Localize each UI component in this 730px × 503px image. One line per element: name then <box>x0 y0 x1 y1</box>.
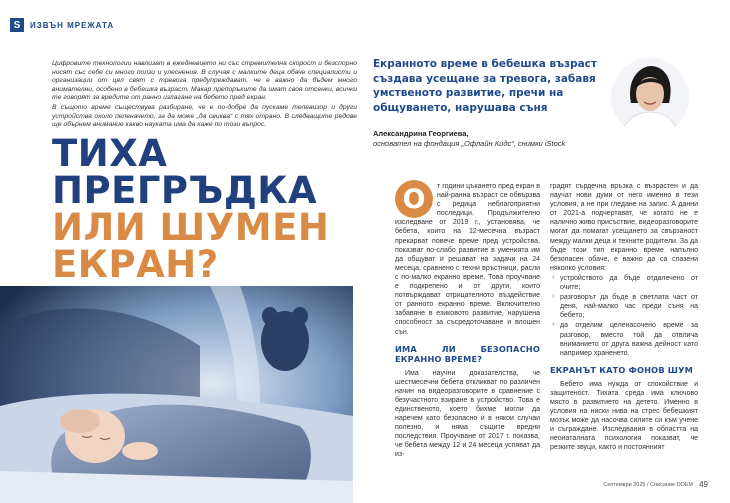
article-paragraph: Има научни доказателства, че шестмесечни бебета откликват по различен начин на видеоразговорите в сравнение с безучастното взиране в устройство. Това е единственото, което бихме могли да наречем като безопасно и в някои случаи полезно, и няма същите вредни последствия. Проучване от 2017 г. показва, че бебета между 12 и 24 месеца успяват да из- <box>395 369 540 459</box>
list-item: › устройството да бъде отдалечено от очите; <box>550 274 698 292</box>
list-item: › разговорът да бъде в светлата част от деня, най-малко час преди съня на бебето; <box>550 293 698 320</box>
article-paragraph: Бебето има нужда от спокойствие и защитеност. Тихата среда има ключово място в развитието на детето. Именно в условия на ниски нива на стрес бебешкият мозък може да насочва силите си към учене и съграждане. Изследвания в областта на неонаталната психология показват, че резките звуци, както и постоянният <box>550 380 698 452</box>
sleeping-baby-photo <box>0 286 353 503</box>
subheading: ЕКРАНЪТ КАТО ФОНОВ ШУМ <box>550 364 693 375</box>
subheading: ИМА ЛИ БЕЗОПАСНО ЕКРАННО ВРЕМЕ? <box>395 343 540 364</box>
lead-text: Екранното време в бебешка възраст създава усещане за тревога, забавя умственото развитие, пречи на общуването, нарушава съня <box>373 58 597 114</box>
list-item: › да отделим целенасочено време за разговор, вместо той да отвлича вниманието от друга важна дейност като например храненето. <box>550 321 698 357</box>
page-number: 49 <box>699 480 708 489</box>
drop-cap: О <box>395 180 433 218</box>
issue-label: Септември 2025 / Списание DOEM <box>603 481 694 488</box>
title-line: ТИХА <box>52 132 168 175</box>
intro-text <box>52 60 357 131</box>
article-column-1 <box>395 182 540 460</box>
title-line: ЕКРАН? <box>52 243 219 286</box>
section-name: ИЗВЪН МРЕЖАТА <box>30 20 115 30</box>
title-line: ИЛИ ШУМЕН <box>52 206 330 249</box>
author-name: Александрина Георгиева, <box>373 129 469 138</box>
portrait-photo <box>611 58 689 136</box>
intro-paragraph: В същото време съществува разбиране, че е по-добре да пускаме телевизор и други устройства около пеленачето, за да може „да свиква“ с тях отрано. В следващите редове ще обърнем внимание какво науката има да каже по този въпрос. <box>52 103 357 129</box>
article-paragraph: градят сърдечна връзка с възрастен и да научат нови думи от него именно в тези условия, а не при гледане на запис. А данни от 2021-а подчертават, че когато не е налично живо присъствие, видеоразговорите могат да помагат усещането за свързаност между малки деца и техните родители. За да бъде този тип екранно време напълно безопасен обаче, е важно да са спазени няколко условия: <box>550 183 698 272</box>
conditions-list <box>550 274 698 358</box>
page-footer <box>603 480 708 489</box>
article-title <box>52 132 382 286</box>
article-column-2 <box>550 182 698 453</box>
section-tag <box>10 18 114 32</box>
byline <box>373 129 613 149</box>
article-paragraph: т години цъкането пред екран в най-ранна възраст се обвързва с редица неблагоприятни последици. Продължително изследване от 2019 г., установява, че бебета, които на 12-месечна възраст прекарват повече време пред устройства, показват по-слабо развитие в уменията им да общуват и решават на задачи на 24 месеца, сравнено с техни връстници, расли с по-малко екранно време. Това проучване е подкрепено и от други, които потвърждават отрицателното въздействие от ранното екранно време. Включително забавяне в езиковото развитие, нарушена способност за съсредоточаване и влошен сън. <box>395 183 540 336</box>
author-role: основател на фондация „Офлайн Кидс“, снимки iStock <box>373 139 566 148</box>
intro-paragraph: Цифровите технологии навлизат в ежедневието ни със стремителна скорост и безспорно носят със себе си много ползи и улеснения. В случая с малките деца обаче специалисти и организации от цял свят с тревога предупреждават, че е важно да бъдем много внимателни, особено в бебешка възраст. Макар препоръките да имат своя отсенки, всички те говорят за вредите от ранно излагане на бебето пред екран. <box>52 60 357 102</box>
section-number: S <box>10 18 24 32</box>
title-line: ПРЕГРЪДКА <box>52 169 318 212</box>
